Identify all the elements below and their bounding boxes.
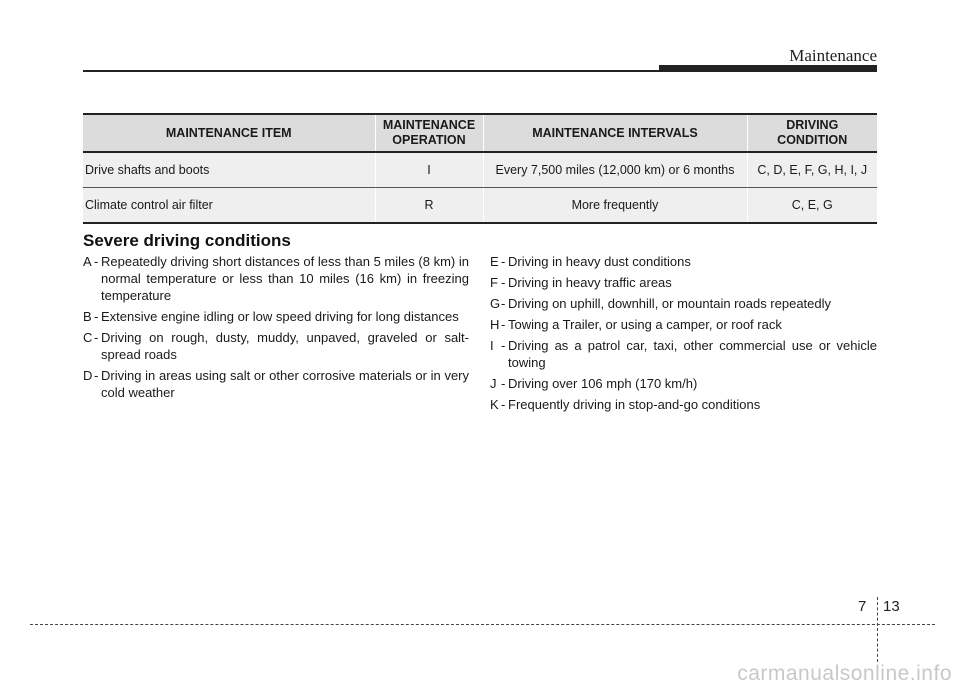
condition-letter: E	[490, 254, 499, 269]
condition-dash: -	[501, 317, 506, 332]
condition-text: Extensive engine idling or low speed driving for long distances	[101, 309, 459, 324]
cell-item: Climate control air filter	[83, 188, 375, 224]
page-header-title: Maintenance	[789, 46, 877, 65]
condition-item	[490, 274, 877, 291]
cell-interval: Every 7,500 miles (12,000 km) or 6 months	[483, 152, 747, 188]
condition-text: Driving on uphill, downhill, or mountain roads repeatedly	[508, 296, 832, 311]
footer-dashed-divider	[877, 597, 878, 662]
condition-letter: C	[83, 330, 93, 345]
condition-letter: K	[490, 397, 499, 412]
header-maintenance-operation: MAINTENANCE OPERATION	[375, 114, 483, 152]
condition-letter: B	[83, 309, 92, 324]
chapter-number: 7	[858, 598, 867, 615]
condition-letter: I	[490, 338, 494, 353]
condition-letter: J	[490, 376, 497, 391]
conditions-list-right	[490, 253, 877, 417]
condition-item	[83, 308, 469, 325]
condition-item	[490, 375, 877, 392]
condition-text: Driving in areas using salt or other corrosive materials or in very cold weather	[101, 368, 469, 400]
condition-text: Repeatedly driving short distances of less than 5 miles (8 km) in normal temperature or less than 10 miles (16 km) in freezing temperature	[101, 254, 469, 303]
condition-letter: D	[83, 368, 93, 383]
condition-text: Driving over 106 mph (170 km/h)	[508, 376, 698, 391]
condition-text: Driving as a patrol car, taxi, other commercial use or vehicle towing	[508, 338, 877, 370]
cell-operation: R	[375, 188, 483, 224]
condition-dash: -	[501, 254, 506, 269]
condition-dash: -	[94, 330, 99, 345]
condition-item	[490, 337, 877, 371]
cell-item: Drive shafts and boots	[83, 152, 375, 188]
watermark: carmanualsonline.info	[737, 662, 952, 685]
condition-item	[83, 253, 469, 304]
condition-letter: A	[83, 254, 92, 269]
header-maintenance-item: MAINTENANCE ITEM	[83, 114, 375, 152]
cell-interval: More frequently	[483, 188, 747, 224]
condition-dash: -	[501, 275, 506, 290]
condition-text: Towing a Trailer, or using a camper, or roof rack	[508, 317, 782, 332]
header-maintenance-intervals: MAINTENANCE INTERVALS	[483, 114, 747, 152]
conditions-list-left	[83, 253, 469, 405]
condition-item	[490, 253, 877, 270]
condition-letter: H	[490, 317, 500, 332]
page-number: 13	[883, 598, 900, 615]
condition-item	[83, 329, 469, 363]
cell-operation: I	[375, 152, 483, 188]
cell-condition: C, D, E, F, G, H, I, J	[747, 152, 877, 188]
header-rule	[83, 70, 659, 72]
table-row	[83, 152, 877, 188]
condition-dash: -	[94, 309, 99, 324]
section-title: Severe driving conditions	[83, 231, 291, 250]
condition-dash: -	[501, 376, 506, 391]
header-driving-condition: DRIVING CONDITION	[747, 114, 877, 152]
condition-dash: -	[501, 338, 506, 353]
footer-dashed-rule	[30, 624, 935, 625]
condition-text: Driving in heavy traffic areas	[508, 275, 672, 290]
condition-text: Driving in heavy dust conditions	[508, 254, 691, 269]
condition-dash: -	[94, 254, 99, 269]
table-row	[83, 188, 877, 224]
condition-text: Frequently driving in stop-and-go conditions	[508, 397, 761, 412]
condition-item	[83, 367, 469, 401]
condition-letter: G	[490, 296, 501, 311]
condition-letter: F	[490, 275, 498, 290]
condition-item	[490, 295, 877, 312]
cell-condition: C, E, G	[747, 188, 877, 224]
condition-item	[490, 316, 877, 333]
condition-text: Driving on rough, dusty, muddy, unpaved, graveled or salt-spread roads	[101, 330, 469, 362]
maintenance-table	[83, 113, 877, 224]
condition-dash: -	[501, 296, 506, 311]
condition-dash: -	[501, 397, 506, 412]
condition-dash: -	[94, 368, 99, 383]
condition-item	[490, 396, 877, 413]
header-bar	[659, 65, 877, 72]
table-header-row	[83, 114, 877, 152]
